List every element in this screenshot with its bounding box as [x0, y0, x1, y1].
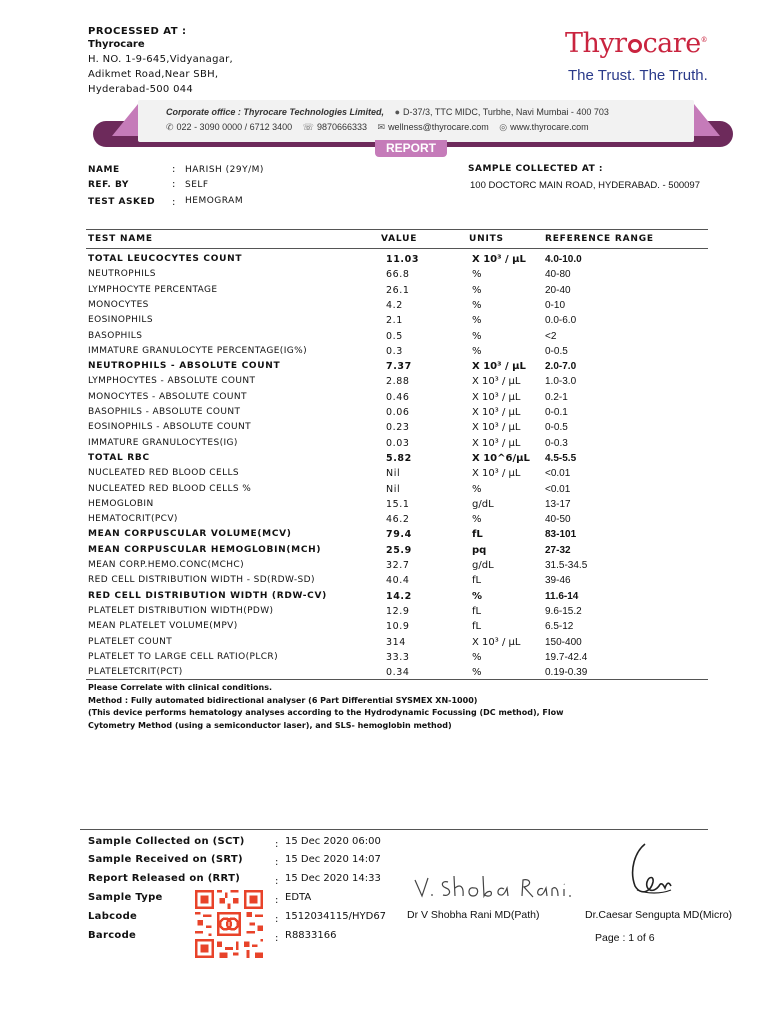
- value-cell: Nil: [386, 483, 401, 495]
- col-header-test-name: TEST NAME: [88, 234, 153, 244]
- col-header-value: VALUE: [381, 234, 418, 244]
- value-cell: 0.23: [386, 422, 410, 434]
- logo-ring-icon: [628, 39, 642, 53]
- reference-range-cell: 1.0-3.0: [545, 376, 577, 388]
- value-cell: 66.8: [386, 269, 410, 281]
- value-cell: 14.2: [386, 590, 412, 602]
- table-top-rule: [86, 229, 708, 230]
- registered-mark: ®: [700, 36, 708, 44]
- table-row: [0, 514, 768, 529]
- test-name-cell: NUCLEATED RED BLOOD CELLS %: [88, 483, 252, 494]
- unit-cell: X 10^6/µL: [472, 452, 530, 464]
- note-line: Cytometry Method (using a semiconductor laser), and SLS- hemoglobin method): [88, 720, 452, 730]
- colon: :: [172, 164, 176, 175]
- unit-cell: %: [472, 590, 483, 602]
- email-address[interactable]: wellness@thyrocare.com: [388, 122, 489, 132]
- reference-range-cell: 39-46: [545, 575, 571, 587]
- reference-range-cell: 83-101: [545, 529, 577, 541]
- value-cell: 10.9: [386, 621, 410, 633]
- table-row: [0, 407, 768, 422]
- reference-range-cell: 4.0-10.0: [545, 254, 582, 265]
- whatsapp-icon: ☏: [302, 122, 314, 132]
- value-cell: 11.03: [386, 254, 420, 265]
- table-row: [0, 422, 768, 437]
- unit-cell: %: [472, 483, 482, 495]
- colon: :: [275, 895, 279, 906]
- report-tab: REPORT: [375, 140, 447, 157]
- table-row: [0, 652, 768, 667]
- value-cell: 4.2: [386, 299, 403, 311]
- phone-icon: ✆: [166, 122, 174, 132]
- corporate-contact-line: [166, 122, 589, 133]
- srt-value: 15 Dec 2020 14:07: [285, 854, 381, 865]
- unit-cell: X 10³ / µL: [472, 407, 521, 418]
- table-row: [0, 453, 768, 468]
- rrt-label: Report Released on (RRT): [88, 873, 241, 884]
- reference-range-cell: 13-17: [545, 498, 571, 510]
- patient-name-label: NAME: [88, 165, 120, 175]
- corporate-address: D-37/3, TTC MIDC, Turbhe, Navi Mumbai - 400 703: [403, 107, 609, 117]
- test-asked-value: HEMOGRAM: [185, 196, 244, 206]
- table-row: [0, 637, 768, 652]
- unit-cell: %: [472, 269, 482, 281]
- table-row: [0, 269, 768, 284]
- labcode-label: Labcode: [88, 911, 138, 922]
- location-pin-icon: ●: [394, 107, 401, 117]
- unit-cell: %: [472, 299, 482, 311]
- table-row: [0, 346, 768, 361]
- value-cell: 15.1: [386, 498, 410, 510]
- test-name-cell: MEAN CORPUSCULAR VOLUME(MCV): [88, 529, 292, 540]
- unit-cell: X 10³ / µL: [472, 468, 521, 480]
- reference-range-cell: 0.19-0.39: [545, 667, 588, 679]
- sample-type-label: Sample Type: [88, 892, 163, 903]
- colon: :: [275, 839, 279, 850]
- unit-cell: X 10³ / µL: [472, 376, 521, 388]
- reference-range-cell: 4.5-5.5: [545, 452, 577, 464]
- note-line: Method : Fully automated bidirectional analyser (6 Part Differential SYSMEX XN-1000): [88, 695, 478, 705]
- value-cell: 40.4: [386, 575, 410, 587]
- unit-cell: %: [472, 667, 482, 679]
- unit-cell: %: [472, 330, 482, 342]
- test-name-cell: HEMATOCRIT(PCV): [88, 514, 178, 525]
- value-cell: 79.4: [386, 529, 412, 541]
- test-name-cell: PLATELET COUNT: [88, 636, 173, 647]
- reference-range-cell: <0.01: [545, 483, 571, 495]
- table-row: [0, 376, 768, 391]
- reference-range-cell: 40-50: [545, 514, 571, 526]
- patient-name: HARISH (29Y/M): [185, 165, 264, 175]
- value-cell: 12.9: [386, 605, 410, 617]
- note-line: Please Correlate with clinical conditions.: [88, 683, 272, 692]
- colon: :: [275, 876, 279, 887]
- unit-cell: X 10³ / µL: [472, 636, 521, 648]
- reference-range-cell: 2.0-7.0: [545, 361, 577, 373]
- unit-cell: %: [472, 345, 482, 357]
- table-row: [0, 438, 768, 453]
- email-icon: ✉: [377, 122, 386, 132]
- unit-cell: X 10³ / µL: [472, 422, 521, 434]
- reference-range-cell: 20-40: [545, 284, 571, 296]
- test-name-cell: IMMATURE GRANULOCYTES(IG): [88, 437, 238, 448]
- table-row: [0, 667, 768, 682]
- barcode-value: R8833166: [285, 930, 337, 941]
- colon: :: [172, 179, 176, 190]
- reference-range-cell: 9.6-15.2: [545, 605, 582, 617]
- colon: :: [172, 197, 176, 208]
- reference-range-cell: <0.01: [545, 468, 571, 480]
- colon: :: [275, 857, 279, 868]
- table-row: [0, 560, 768, 575]
- value-cell: 26.1: [386, 284, 410, 296]
- table-row: [0, 331, 768, 346]
- table-row: [0, 575, 768, 590]
- colon: :: [275, 933, 279, 944]
- globe-icon: ◎: [499, 122, 508, 132]
- table-row: [0, 285, 768, 300]
- table-row: [0, 545, 768, 560]
- table-row: [0, 300, 768, 315]
- lab-address-line: Hyderabad-500 044: [88, 84, 194, 95]
- table-row: [0, 591, 768, 606]
- test-name-cell: HEMOGLOBIN: [88, 498, 154, 509]
- value-cell: 0.3: [386, 345, 403, 357]
- test-name-cell: MEAN CORP.HEMO.CONC(MCHC): [88, 560, 245, 570]
- table-row: [0, 484, 768, 499]
- reference-range-cell: 6.5-12: [545, 621, 574, 633]
- table-row: [0, 499, 768, 514]
- value-cell: 314: [386, 636, 406, 648]
- table-row: [0, 606, 768, 621]
- banner-wedge-left: [112, 104, 138, 136]
- pathologist-name: Dr V Shobha Rani MD(Path): [407, 909, 540, 921]
- value-cell: Nil: [386, 468, 401, 480]
- unit-cell: X 10³ / µL: [472, 391, 521, 403]
- reference-range-cell: 0-0.1: [545, 407, 568, 418]
- lab-address-line: Adikmet Road,Near SBH,: [88, 69, 219, 80]
- ref-by-label: REF. BY: [88, 180, 129, 190]
- test-name-cell: PLATELET TO LARGE CELL RATIO(PLCR): [88, 651, 278, 662]
- test-name-cell: LYMPHOCYTE PERCENTAGE: [88, 284, 218, 295]
- reference-range-cell: <2: [545, 330, 557, 342]
- sample-type-value: EDTA: [285, 892, 312, 903]
- srt-label: Sample Received on (SRT): [88, 854, 243, 865]
- unit-cell: X 10³ / µL: [472, 254, 526, 265]
- value-cell: 5.82: [386, 452, 412, 464]
- reference-range-cell: 0-0.3: [545, 437, 568, 449]
- value-cell: 0.5: [386, 330, 403, 342]
- unit-cell: %: [472, 651, 482, 663]
- logo-text-suffix: care: [642, 28, 701, 59]
- reference-range-cell: 150-400: [545, 636, 582, 648]
- reference-range-cell: 40-80: [545, 269, 571, 281]
- value-cell: 2.1: [386, 315, 403, 327]
- test-name-cell: NEUTROPHILS: [88, 269, 156, 280]
- unit-cell: fL: [472, 605, 482, 617]
- test-name-cell: EOSINOPHILS - ABSOLUTE COUNT: [88, 422, 252, 433]
- value-cell: 0.46: [386, 391, 410, 403]
- test-name-cell: BASOPHILS - ABSOLUTE COUNT: [88, 407, 241, 417]
- test-asked-label: TEST ASKED: [88, 197, 156, 207]
- qr-code: [195, 890, 263, 958]
- signature-shobha-rani: [412, 872, 572, 904]
- table-row: [0, 254, 768, 269]
- value-cell: 2.88: [386, 376, 410, 388]
- labcode-value: 1512034115/HYD67: [285, 911, 387, 922]
- test-name-cell: NEUTROPHILS - ABSOLUTE COUNT: [88, 361, 281, 372]
- page-number: Page : 1 of 6: [595, 932, 655, 944]
- table-row: [0, 529, 768, 544]
- test-name-cell: MONOCYTES: [88, 299, 149, 310]
- test-name-cell: TOTAL LEUCOCYTES COUNT: [88, 254, 243, 264]
- banner-wedge-right: [694, 104, 720, 136]
- value-cell: 0.34: [386, 667, 410, 679]
- test-name-cell: BASOPHILS: [88, 330, 143, 341]
- corporate-address-line: [166, 107, 609, 117]
- test-name-cell: PLATELETCRIT(PCT): [88, 667, 183, 678]
- test-name-cell: RED CELL DISTRIBUTION WIDTH (RDW-CV): [88, 590, 327, 601]
- test-name-cell: MONOCYTES - ABSOLUTE COUNT: [88, 391, 247, 402]
- value-cell: 0.06: [386, 407, 410, 418]
- reference-range-cell: 31.5-34.5: [545, 560, 588, 571]
- reference-range-cell: 0-0.5: [545, 345, 568, 357]
- barcode-label: Barcode: [88, 930, 137, 941]
- sct-value: 15 Dec 2020 06:00: [285, 836, 381, 847]
- reference-range-cell: 27-32: [545, 544, 571, 556]
- sct-label: Sample Collected on (SCT): [88, 836, 245, 847]
- test-name-cell: NUCLEATED RED BLOOD CELLS: [88, 468, 240, 479]
- unit-cell: g/dL: [472, 560, 494, 571]
- unit-cell: pq: [472, 544, 487, 556]
- reference-range-cell: 0-10: [545, 299, 566, 311]
- test-name-cell: LYMPHOCYTES - ABSOLUTE COUNT: [88, 376, 256, 387]
- unit-cell: %: [472, 315, 482, 327]
- unit-cell: fL: [472, 575, 482, 587]
- rrt-value: 15 Dec 2020 14:33: [285, 873, 381, 884]
- method-notes: [88, 682, 564, 732]
- unit-cell: X 10³ / µL: [472, 361, 526, 373]
- corporate-label: Corporate office :: [166, 107, 241, 117]
- value-cell: 7.37: [386, 361, 412, 373]
- value-cell: 25.9: [386, 544, 412, 556]
- unit-cell: g/dL: [472, 498, 494, 510]
- table-row: [0, 392, 768, 407]
- lab-address-line: H. NO. 1-9-645,Vidyanagar,: [88, 54, 234, 65]
- value-cell: 33.3: [386, 651, 410, 663]
- unit-cell: %: [472, 284, 482, 296]
- sample-collected-label: SAMPLE COLLECTED AT :: [468, 164, 604, 174]
- table-row: [0, 468, 768, 483]
- value-cell: 0.03: [386, 437, 410, 449]
- col-header-reference-range: REFERENCE RANGE: [545, 234, 654, 244]
- unit-cell: X 10³ / µL: [472, 437, 521, 449]
- thyrocare-logo: [565, 28, 707, 59]
- unit-cell: fL: [472, 529, 483, 541]
- processed-at-heading: PROCESSED AT :: [88, 26, 187, 37]
- logo-text-prefix: Thyr: [565, 28, 627, 59]
- sample-collected-address: 100 DOCTORC MAIN ROAD, HYDERABAD. - 500097: [470, 180, 701, 191]
- lab-name: Thyrocare: [88, 39, 145, 50]
- reference-range-cell: 0.2-1: [545, 391, 568, 403]
- phone-number: 022 - 3090 0000 / 6712 3400: [176, 122, 293, 132]
- test-name-cell: RED CELL DISTRIBUTION WIDTH - SD(RDW-SD): [88, 575, 315, 586]
- test-name-cell: EOSINOPHILS: [88, 315, 153, 326]
- brand-tagline: The Trust. The Truth.: [568, 67, 708, 84]
- microbiologist-name: Dr.Caesar Sengupta MD(Micro): [585, 909, 733, 921]
- table-row: [0, 361, 768, 376]
- table-row: [0, 621, 768, 636]
- note-line: (This device performs hematology analyses according to the Hydrodynamic Focussing (DC method), Flow: [88, 708, 564, 717]
- colon: :: [275, 914, 279, 925]
- test-name-cell: PLATELET DISTRIBUTION WIDTH(PDW): [88, 605, 274, 616]
- test-name-cell: IMMATURE GRANULOCYTE PERCENTAGE(IG%): [88, 345, 307, 356]
- test-name-cell: TOTAL RBC: [88, 452, 150, 463]
- unit-cell: %: [472, 514, 482, 526]
- table-bottom-rule: [86, 679, 708, 680]
- table-header-rule: [86, 248, 708, 249]
- corporate-company: Thyrocare Technologies Limited,: [243, 107, 385, 117]
- website-link[interactable]: www.thyrocare.com: [510, 122, 589, 132]
- reference-range-cell: 0.0-6.0: [545, 315, 577, 327]
- col-header-units: UNITS: [469, 234, 504, 244]
- footer-rule: [80, 829, 708, 830]
- table-row: [0, 315, 768, 330]
- reference-range-cell: 11.6-14: [545, 590, 579, 602]
- test-name-cell: MEAN PLATELET VOLUME(MPV): [88, 621, 238, 632]
- ref-by-value: SELF: [185, 180, 209, 190]
- test-name-cell: MEAN CORPUSCULAR HEMOGLOBIN(MCH): [88, 544, 322, 555]
- reference-range-cell: 0-0.5: [545, 422, 568, 434]
- signature-caesar-sengupta: [627, 842, 673, 904]
- whatsapp-number: 9870666333: [316, 122, 367, 132]
- value-cell: 46.2: [386, 514, 410, 526]
- reference-range-cell: 19.7-42.4: [545, 651, 588, 663]
- value-cell: 32.7: [386, 560, 410, 571]
- unit-cell: fL: [472, 621, 482, 633]
